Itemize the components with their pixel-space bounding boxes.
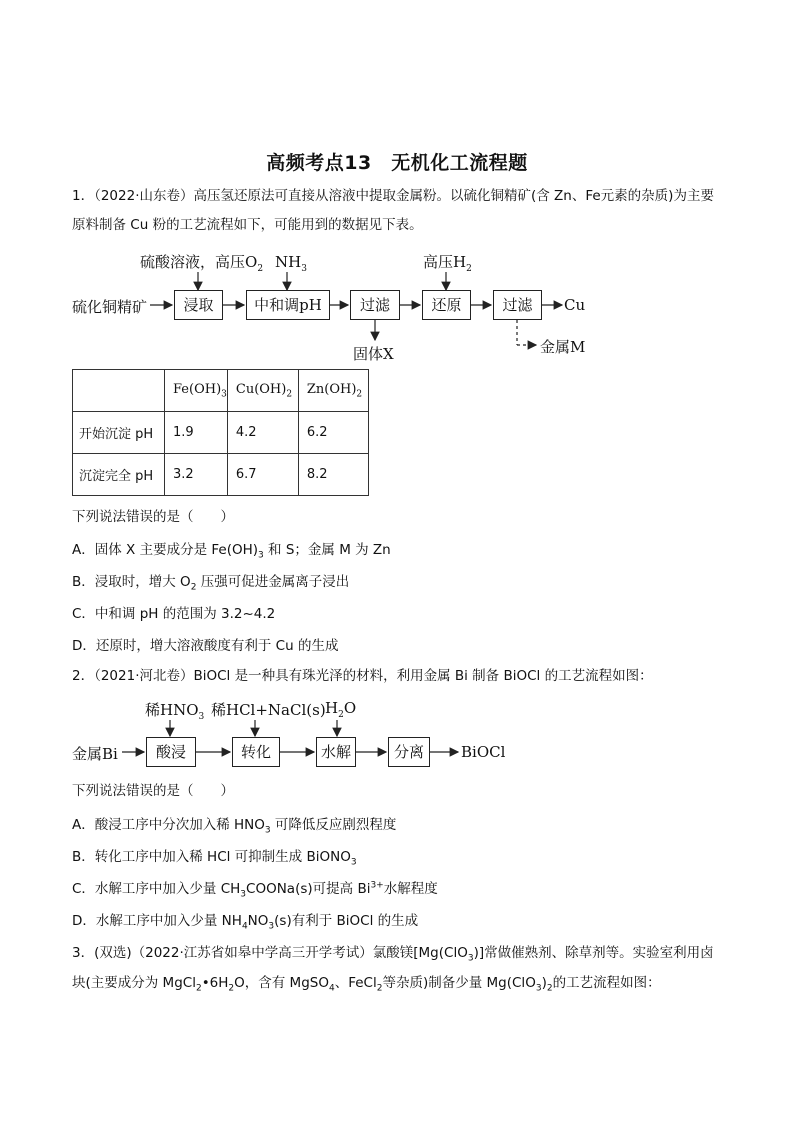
table-header-feoh3: $Fe(OH)_3$: [165, 370, 228, 412]
q2-reagent-3: $H_2O$: [325, 699, 357, 720]
q1-option-c: C．中和调 pH 的范围为 3.2~4.2: [72, 606, 276, 622]
page-title: 高频考点13 无机化工流程题: [266, 152, 528, 174]
q2-option-d: D．水解工序中加入少量 $NH_4NO_3(s)$有利于 BiOCl 的生成: [72, 913, 419, 932]
table-cell: 8.2: [298, 454, 368, 496]
q2-flow-step-hydrolysis: 水解: [316, 737, 356, 767]
q2-option-a: A．酸浸工序中分次加入稀 $HNO_3$ 可降低反应剧烈程度: [72, 817, 397, 836]
q3-stem-line2: 块(主要成分为 $MgCl_2•6H_2O$，含有 MgSO$_4$、FeCl$_2$等杂质)制备少量 $Mg(ClO_3)_2$的工艺流程如图：: [72, 975, 661, 994]
q1-flow-step-reduce: 还原: [422, 290, 471, 320]
q1-option-b: B．浸取时，增大 $O_2$ 压强可促进金属离子浸出: [72, 574, 350, 593]
q2-flow-step-convert: 转化: [232, 737, 280, 767]
q2-flow-output: BiOCl: [461, 743, 506, 761]
q1-flow-step-neutralize: 中和调pH: [246, 290, 330, 320]
q1-reagent-1: 硫酸溶液，高压$O_2$: [140, 253, 264, 274]
q1-flow-input: 硫化铜精矿: [72, 298, 148, 316]
q1-reagent-2: $NH_3$: [275, 253, 307, 274]
table-row-label: 开始沉淀 pH: [73, 412, 165, 454]
q2-option-c: C．水解工序中加入少量 $CH_3COONa(s)$可提高 $Bi^{3+}$水解程度: [72, 880, 438, 900]
q1-flow-output: Cu: [564, 296, 586, 314]
table-row-label: 沉淀完全 pH: [73, 454, 165, 496]
q1-byproduct-m: 金属M: [540, 338, 586, 356]
q1-reagent-3: 高压$H_2$: [423, 253, 472, 274]
q1-flow-step-leach: 浸取: [174, 290, 223, 320]
table-cell: 6.2: [298, 412, 368, 454]
q2-reagent-1: 稀$HNO_3$: [145, 701, 205, 722]
table-header-znoh2: $Zn(OH)_2$: [298, 370, 368, 412]
q1-byproduct-x: 固体X: [353, 345, 394, 363]
q1-option-a: A．固体 X 主要成分是 $Fe(OH)_3$ 和 S；金属 M 为 Zn: [72, 542, 391, 561]
q2-question: 下列说法错误的是（ ）: [72, 783, 234, 799]
q2-flow-input: 金属Bi: [72, 745, 118, 763]
q1-flow-step-filter1: 过滤: [350, 290, 400, 320]
table-cell: 6.7: [227, 454, 298, 496]
table-cell: 1.9: [165, 412, 228, 454]
q2-reagent-2: 稀HCl+NaCl(s): [211, 701, 326, 719]
table-header-cuoh2: $Cu(OH)_2$: [227, 370, 298, 412]
q1-stem-line2: 原料制备 Cu 粉的工艺流程如下，可能用到的数据见下表。: [72, 217, 423, 233]
q2-flow-step-acid-leach: 酸浸: [146, 737, 196, 767]
q1-option-d: D．还原时，增大溶液酸度有利于 Cu 的生成: [72, 638, 339, 654]
table-cell: 3.2: [165, 454, 228, 496]
q2-option-b: B．转化工序中加入稀 HCl 可抑制生成 BiONO$_3$: [72, 849, 357, 868]
q2-stem: 2．（2021·河北卷）BiOCl 是一种具有珠光泽的材料，利用金属 Bi 制备 BiOCl 的工艺流程如图：: [72, 668, 653, 684]
table-cell: 4.2: [227, 412, 298, 454]
q1-stem-line1: 1．（2022·山东卷）高压氢还原法可直接从溶液中提取金属粉。以硫化铜精矿(含 Zn、Fe元素的杂质)为主要: [72, 188, 714, 204]
q2-flow-step-separate: 分离: [388, 737, 430, 767]
q1-question: 下列说法错误的是（ ）: [72, 509, 234, 525]
q3-stem-line1: 3．(双选)（2022·江苏省如皋中学高三开学考试）氯酸镁[Mg(ClO$_3$)]常做催熟剂、除草剂等。实验室利用卤: [72, 945, 714, 964]
q1-flow-step-filter2: 过滤: [493, 290, 542, 320]
